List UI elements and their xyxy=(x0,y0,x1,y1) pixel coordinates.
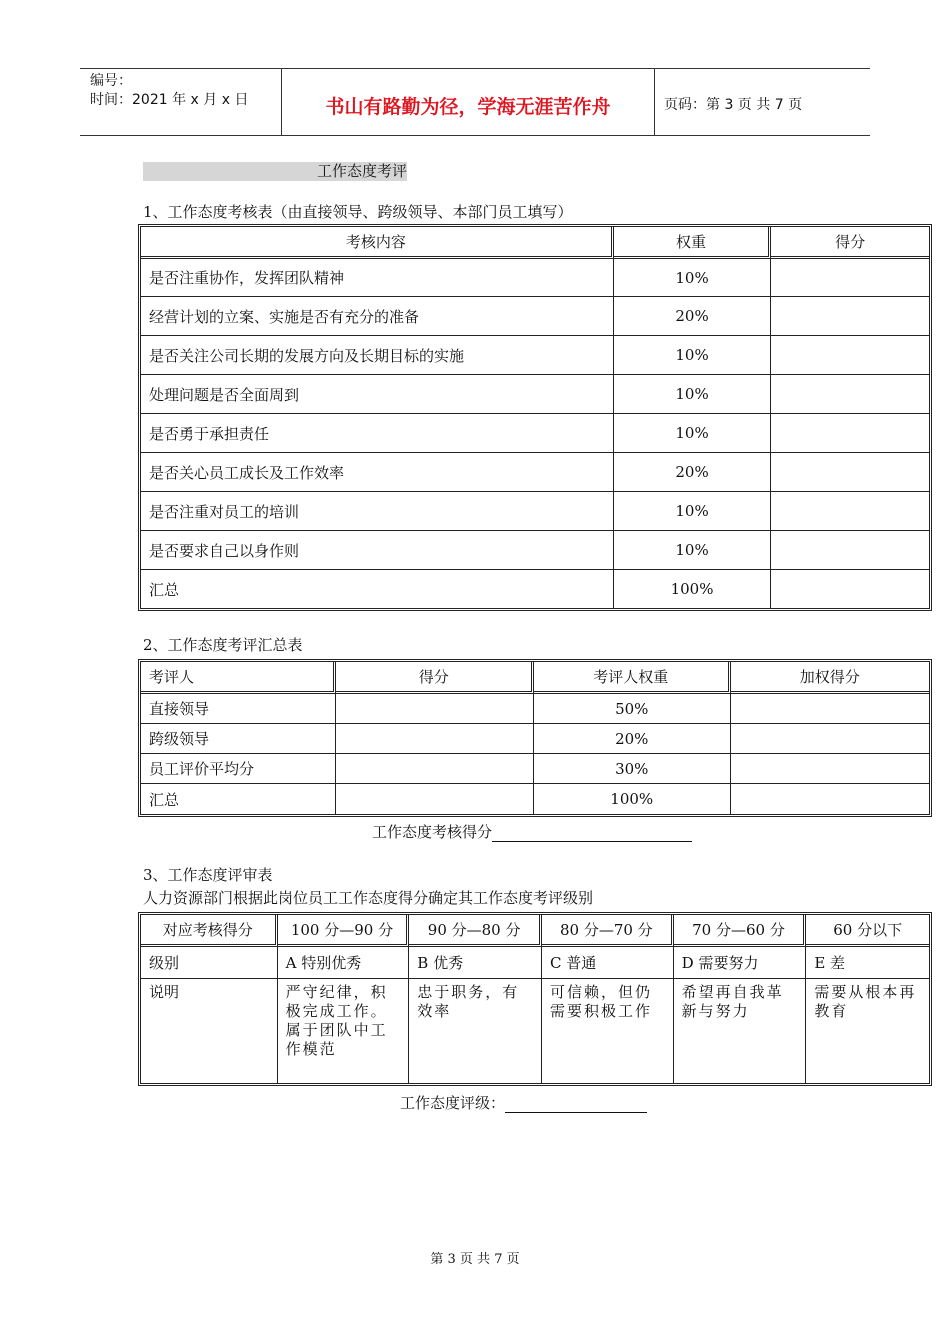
score-cell[interactable] xyxy=(336,754,533,784)
weight-cell: 30% xyxy=(534,754,731,784)
col-header-range-d: 70 分—60 分 xyxy=(674,915,807,947)
table-row xyxy=(141,754,929,784)
col-header-range-a: 100 分—90 分 xyxy=(278,915,410,947)
level-cell: B 优秀 xyxy=(409,947,542,979)
level-cell: D 需要努力 xyxy=(674,947,807,979)
weighted-cell[interactable] xyxy=(731,784,929,814)
item-cell: 汇总 xyxy=(141,570,614,608)
weighted-cell[interactable] xyxy=(731,754,929,784)
score-cell[interactable] xyxy=(771,414,929,453)
level-cell: C 普通 xyxy=(542,947,674,979)
table1-caption: 1、工作态度考核表（由直接领导、跨级领导、本部门员工填写） xyxy=(143,203,573,221)
header-top-rule xyxy=(80,68,870,69)
description-cell: 忠于职务，有效率 xyxy=(409,979,542,1083)
col-header-rater: 考评人 xyxy=(141,662,336,694)
description-cell: 可信赖，但仍需要积极工作 xyxy=(542,979,674,1083)
table-row xyxy=(141,414,929,453)
description-cell: 需要从根本再教育 xyxy=(814,983,917,1020)
score-cell[interactable] xyxy=(771,259,929,297)
item-cell: 处理问题是否全面周到 xyxy=(141,375,614,414)
col-header-weight: 权重 xyxy=(614,227,772,259)
score-cell[interactable] xyxy=(336,694,533,724)
level-cell: E 差 xyxy=(806,947,929,979)
table-row xyxy=(141,336,929,375)
weight-cell: 10% xyxy=(614,336,772,375)
col-header-range-e: 60 分以下 xyxy=(806,915,929,947)
col-header-content: 考核内容 xyxy=(141,227,614,259)
score-cell[interactable] xyxy=(771,492,929,531)
page-label: 页码：第 3 页 共 7 页 xyxy=(664,97,803,113)
attitude-score-blank[interactable] xyxy=(492,825,692,842)
table-row xyxy=(141,694,929,724)
header-motto: 书山有路勤为径，学海无涯苦作舟 xyxy=(325,96,611,118)
table-row xyxy=(141,453,929,492)
item-cell: 是否关心员工成长及工作效率 xyxy=(141,453,614,492)
attitude-assessment-table xyxy=(140,226,930,609)
time-label: 时间：2021 年 x 月 x 日 xyxy=(90,92,249,108)
attitude-rating-table xyxy=(140,914,930,1084)
page-title: 工作态度考评 xyxy=(143,162,407,181)
col-header-range-b: 90 分—80 分 xyxy=(409,915,542,947)
table-row xyxy=(141,724,929,754)
weight-cell: 10% xyxy=(614,375,772,414)
level-label-cell: 级别 xyxy=(141,947,278,979)
description-cell: 希望再自我革新与努力 xyxy=(674,979,807,1083)
attitude-rating-blank[interactable] xyxy=(505,1096,647,1113)
table-header-row xyxy=(141,915,929,947)
col-header-weighted-score: 加权得分 xyxy=(731,662,929,694)
weighted-cell[interactable] xyxy=(731,694,929,724)
weight-cell: 20% xyxy=(614,453,772,492)
score-cell[interactable] xyxy=(771,336,929,375)
col-header-score: 得分 xyxy=(771,227,929,259)
col-header-range-c: 80 分—70 分 xyxy=(542,915,674,947)
score-cell[interactable] xyxy=(771,375,929,414)
col-header-rater-weight: 考评人权重 xyxy=(534,662,731,694)
level-row xyxy=(141,947,929,979)
weighted-cell[interactable] xyxy=(731,724,929,754)
weight-cell: 10% xyxy=(614,259,772,297)
description-row xyxy=(141,979,929,1083)
rater-cell: 汇总 xyxy=(141,784,336,814)
item-cell: 是否勇于承担责任 xyxy=(141,414,614,453)
number-label: 编号： xyxy=(90,73,132,89)
rater-cell: 跨级领导 xyxy=(141,724,336,754)
table-header-row xyxy=(141,227,929,259)
item-cell: 是否要求自己以身作则 xyxy=(141,531,614,570)
weight-cell: 20% xyxy=(614,297,772,336)
score-cell[interactable] xyxy=(771,531,929,570)
weight-cell: 10% xyxy=(614,492,772,531)
table-row xyxy=(141,259,929,297)
level-cell: A 特别优秀 xyxy=(278,947,410,979)
table-header-row xyxy=(141,662,929,694)
attitude-score-line xyxy=(372,821,692,842)
table3-caption: 3、工作态度评审表 xyxy=(143,866,273,884)
weight-cell: 100% xyxy=(534,784,731,814)
table-row xyxy=(141,297,929,336)
col-header-score: 得分 xyxy=(336,662,533,694)
item-cell: 是否注重协作，发挥团队精神 xyxy=(141,259,614,297)
attitude-rating-label: 工作态度评级： xyxy=(400,1094,506,1112)
score-cell[interactable] xyxy=(771,453,929,492)
description-cell: 严守纪律，积极完成工作。属于团队中工作模范 xyxy=(278,979,410,1083)
rater-cell: 直接领导 xyxy=(141,694,336,724)
item-cell: 是否关注公司长期的发展方向及长期目标的实施 xyxy=(141,336,614,375)
table-row-total xyxy=(141,570,929,608)
score-cell[interactable] xyxy=(336,724,533,754)
score-cell[interactable] xyxy=(771,570,929,608)
weight-cell: 100% xyxy=(614,570,772,608)
header-meta xyxy=(90,72,248,110)
attitude-score-label: 工作态度考核得分 xyxy=(372,823,493,841)
header-divider xyxy=(654,68,655,136)
weight-cell: 20% xyxy=(534,724,731,754)
table3-subcaption: 人力资源部门根据此岗位员工工作态度得分确定其工作态度考评级别 xyxy=(143,889,594,907)
score-cell[interactable] xyxy=(771,297,929,336)
header-bottom-rule xyxy=(80,135,870,136)
weight-cell: 10% xyxy=(614,414,772,453)
table-row xyxy=(141,375,929,414)
table-row-total xyxy=(141,784,929,814)
attitude-summary-table xyxy=(140,661,930,815)
table-row xyxy=(141,492,929,531)
item-cell: 经营计划的立案、实施是否有充分的准备 xyxy=(141,297,614,336)
item-cell: 是否注重对员工的培训 xyxy=(141,492,614,531)
table-row xyxy=(141,531,929,570)
description-label-cell: 说明 xyxy=(141,979,278,1083)
page-footer: 第 3 页 共 7 页 xyxy=(430,1252,520,1267)
attitude-rating-line xyxy=(400,1092,647,1113)
rater-cell: 员工评价平均分 xyxy=(141,754,336,784)
weight-cell: 50% xyxy=(534,694,731,724)
weight-cell: 10% xyxy=(614,531,772,570)
score-cell[interactable] xyxy=(336,784,533,814)
table2-caption: 2、工作态度考评汇总表 xyxy=(143,636,303,654)
col-header-score-range: 对应考核得分 xyxy=(141,915,278,947)
